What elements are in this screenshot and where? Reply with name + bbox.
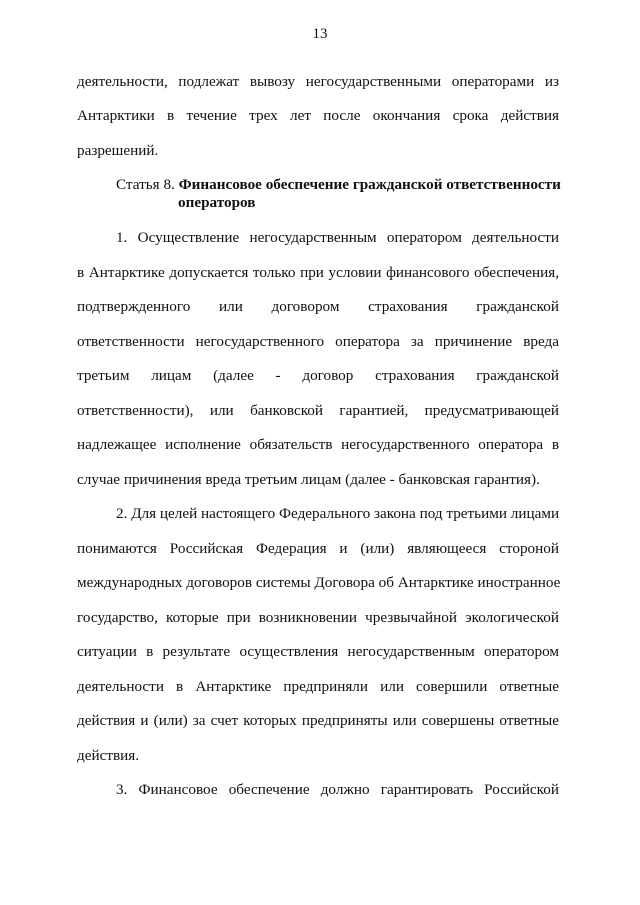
text-line: случае причинения вреда третьим лицам (далее - банковская гарантия). [77,471,540,488]
text-line: понимаются Российская Федерация и (или) являющееся стороной [77,540,559,557]
text-line: ответственности негосударственного оператора за причинение вреда [77,333,559,350]
text-line: 2. Для целей настоящего Федерального закона под третьими лицами [116,505,560,522]
text-line: третьим лицам (далее - договор страхования гражданской [77,367,559,384]
article-title-continued: операторов [178,194,256,211]
article-heading-continued [178,194,255,212]
text-line: подтвержденного или договором страхования гражданской [77,298,559,315]
article-title: Финансовое обеспечение гражданской ответственности [178,176,561,193]
page-number: 13 [312,26,328,42]
text-line: ответственности), или банковской гарантией, предусматривающей [77,402,559,419]
text-line: государство, которые при возникновении чрезвычайной экологической [77,609,559,626]
text-line: деятельности, подлежат вывозу негосударственными операторами из [77,73,559,90]
text-line: разрешений. [77,142,159,159]
article-heading [116,176,561,194]
text-line: в Антарктике допускается только при условии финансового обеспечения, [77,264,559,281]
text-line: действия. [77,747,140,764]
text-line: ситуации в результате осуществления негосударственным оператором [77,643,559,660]
text-line: действия и (или) за счет которых предприняты или совершены ответные [77,712,559,729]
text-line: Антарктики в течение трех лет после окончания срока действия [77,107,559,124]
text-line: 3. Финансовое обеспечение должно гарантировать Российской [116,781,559,798]
text-line: надлежащее исполнение обязательств негосударственного оператора в [77,436,559,453]
text-line: международных договоров системы Договора об Антарктике иностранное [77,574,561,591]
article-prefix: Статья 8. [116,176,175,193]
text-line: 1. Осуществление негосударственным оператором деятельности [116,229,559,246]
text-line: деятельности в Антарктике предприняли или совершили ответные [77,678,559,695]
